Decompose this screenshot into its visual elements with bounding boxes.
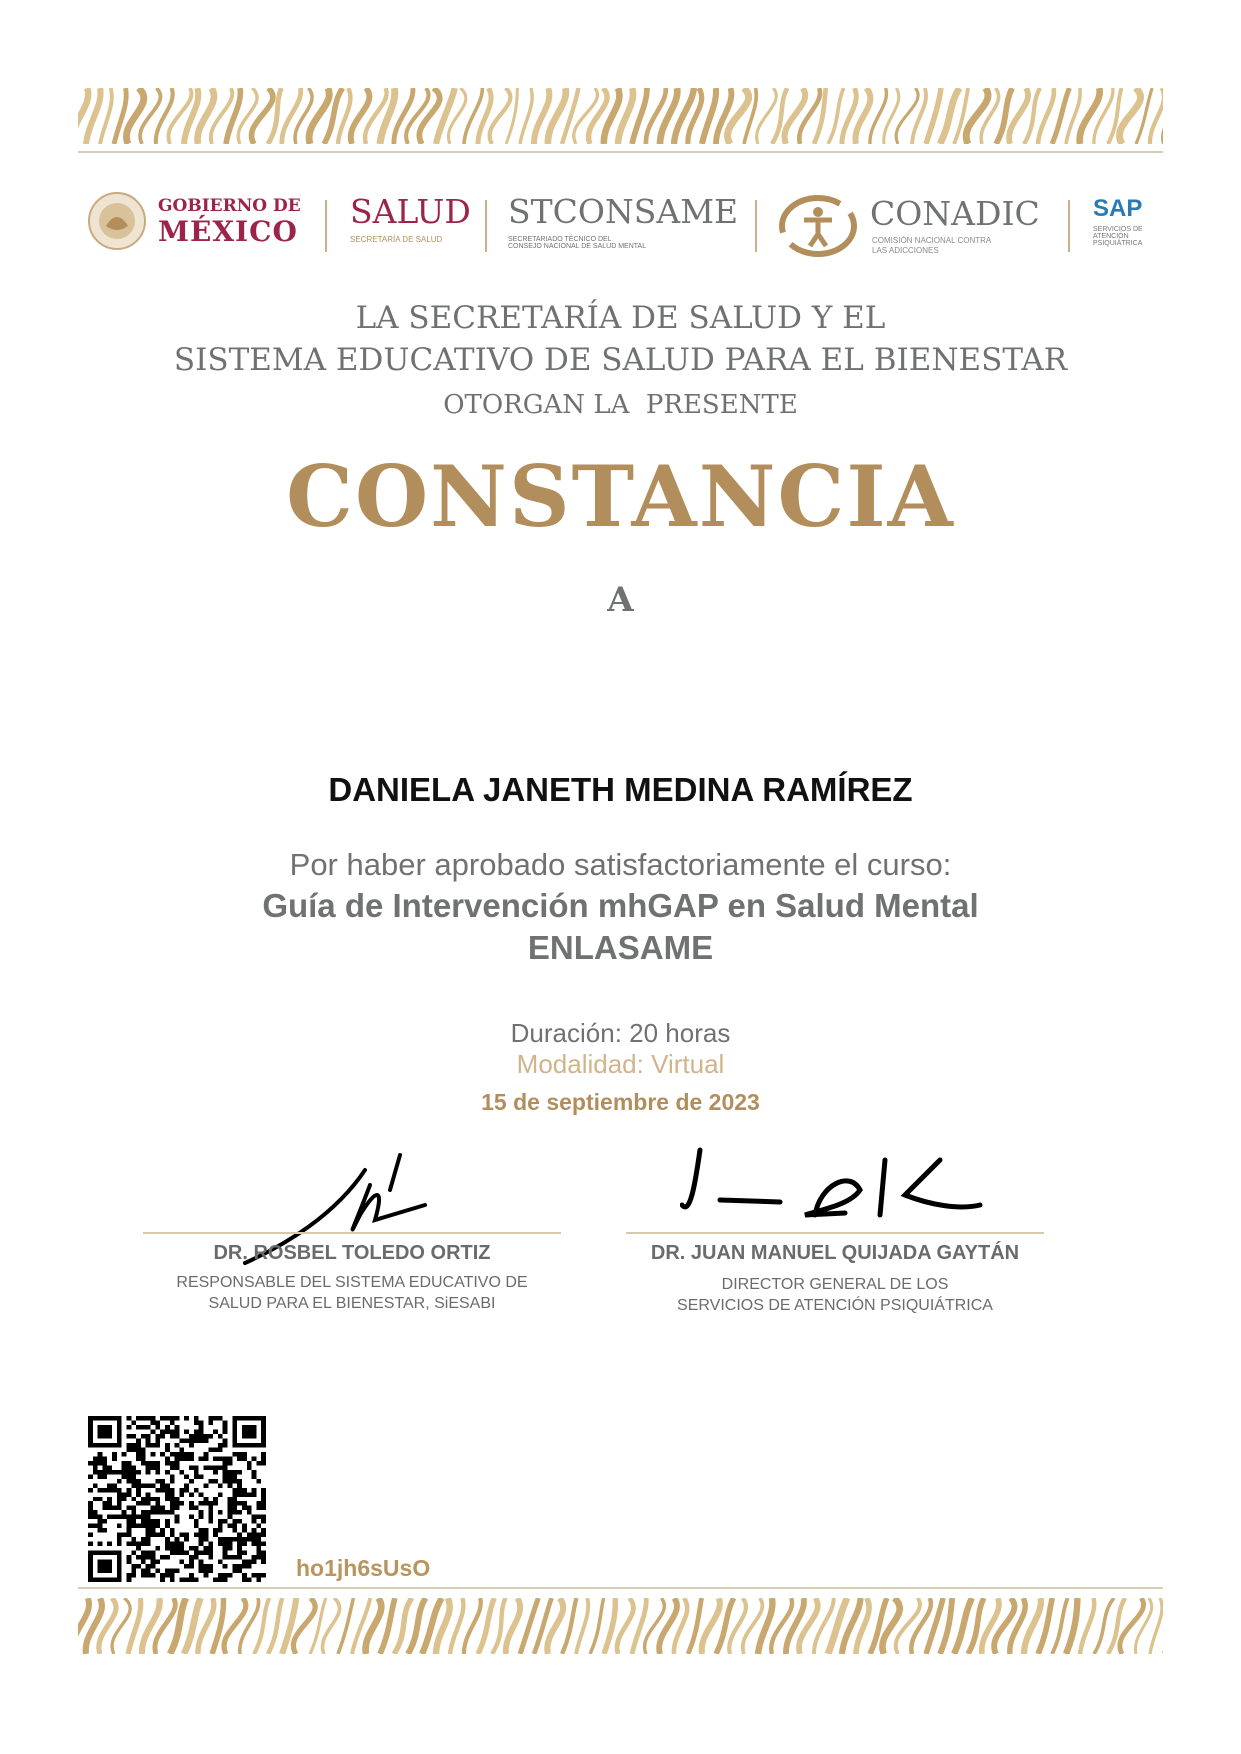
border-pattern-stroke bbox=[1120, 88, 1141, 144]
border-pattern-stroke bbox=[170, 1598, 186, 1654]
header-line1: LA SECRETARÍA DE SALUD Y EL bbox=[355, 300, 886, 336]
border-pattern-stroke bbox=[240, 1598, 259, 1654]
border-pattern-stroke bbox=[576, 1598, 588, 1654]
header-line3: OTORGAN LA PRESENTE bbox=[443, 390, 798, 420]
logo-divider bbox=[755, 200, 757, 252]
header-line2: SISTEMA EDUCATIVO DE SALUD PARA EL BIENESTAR bbox=[173, 342, 1068, 378]
sap-title: SAP bbox=[1093, 195, 1143, 222]
border-pattern-stroke bbox=[224, 1598, 246, 1654]
border-pattern-stroke bbox=[1038, 88, 1054, 144]
course-name-line2: ENLASAME bbox=[527, 929, 714, 966]
signatory-2-role-line1: DIRECTOR GENERAL DE LOS bbox=[721, 1276, 949, 1293]
logo-gobierno-de-mexico bbox=[86, 188, 306, 254]
border-pattern-stroke bbox=[966, 88, 988, 144]
logo-stconsame bbox=[508, 194, 738, 250]
logo-divider bbox=[485, 200, 487, 252]
certificate-title: CONSTANCIA bbox=[286, 447, 955, 546]
signatory-2-name: DR. JUAN MANUEL QUIJADA GAYTÁN bbox=[650, 1242, 1020, 1264]
course-duration: Duración: 20 horas bbox=[510, 1018, 731, 1048]
border-pattern-stroke bbox=[1066, 1598, 1077, 1654]
signatory-1-role-line2: SALUD PARA EL BIENESTAR, SiESABI bbox=[208, 1295, 496, 1312]
qr-code[interactable] bbox=[88, 1416, 266, 1582]
sap-subtitle: SERVICIOS DE bbox=[1093, 226, 1143, 233]
stconsame-subtitle: SECRETARIADO TÉCNICO DEL bbox=[508, 236, 612, 243]
decorative-border-bottom bbox=[78, 1598, 1163, 1654]
sap-subtitle: PSIQUIÁTRICA bbox=[1093, 240, 1143, 247]
border-pattern-stroke bbox=[784, 88, 805, 144]
sap-subtitle: ATENCIÓN bbox=[1093, 233, 1129, 240]
signatory-1-role bbox=[143, 1272, 561, 1314]
conadic-title: CONADIC bbox=[870, 194, 1040, 233]
signatory-2-role bbox=[600, 1274, 1070, 1316]
border-pattern-stroke bbox=[757, 88, 777, 144]
border-pattern-stroke bbox=[604, 1598, 615, 1654]
divider-top bbox=[78, 151, 1163, 153]
stconsame-title: STCONSAME bbox=[508, 192, 739, 231]
border-pattern-stroke bbox=[464, 1598, 481, 1654]
border-pattern-stroke bbox=[1052, 1598, 1068, 1654]
divider-bottom bbox=[78, 1587, 1163, 1589]
conadic-emblem-icon bbox=[778, 192, 858, 260]
logo-sap bbox=[1093, 196, 1143, 247]
signatory-1-name: DR. ROSBEL TOLEDO ORTIZ bbox=[213, 1242, 491, 1264]
logo-salud bbox=[350, 194, 471, 244]
border-pattern-stroke bbox=[282, 88, 301, 144]
conadic-subtitle: COMISIÓN NACIONAL CONTRA bbox=[872, 236, 992, 245]
signatory-2-role-line2: SERVICIOS DE ATENCIÓN PSIQUIÁTRICA bbox=[677, 1297, 993, 1314]
border-pattern-stroke bbox=[590, 1598, 604, 1654]
course-name-line1: Guía de Intervención mhGAP en Salud Mental bbox=[262, 887, 979, 924]
border-pattern-stroke bbox=[1080, 88, 1100, 144]
signatory-1-role-line1: RESPONSABLE DEL SISTEMA EDUCATIVO DE bbox=[176, 1274, 528, 1291]
logo-divider bbox=[1068, 200, 1070, 252]
logo-conadic bbox=[778, 192, 1048, 262]
verification-code: ho1jh6sUsO bbox=[296, 1555, 431, 1581]
salud-title: SALUD bbox=[350, 192, 471, 231]
stconsame-subtitle: CONSEJO NACIONAL DE SALUD MENTAL bbox=[508, 243, 647, 250]
course-intro: Por haber aprobado satisfactoriamente el curso: bbox=[289, 847, 952, 882]
gobierno-line1: GOBIERNO DE bbox=[158, 196, 301, 216]
border-pattern-stroke bbox=[926, 88, 941, 144]
border-pattern-stroke bbox=[520, 88, 532, 144]
border-pattern-stroke bbox=[323, 1598, 340, 1654]
logo-divider bbox=[325, 200, 327, 252]
conadic-subtitle: LAS ADICCIONES bbox=[872, 246, 939, 255]
course-date: 15 de septiembre de 2023 bbox=[481, 1089, 760, 1115]
salud-subtitle: SECRETARÍA DE SALUD bbox=[350, 235, 443, 244]
signature-line-2 bbox=[626, 1232, 1044, 1234]
border-pattern-stroke bbox=[1080, 1598, 1094, 1654]
border-pattern-stroke bbox=[506, 1598, 520, 1654]
course-modality: Modalidad: Virtual bbox=[516, 1049, 725, 1079]
coat-of-arms-icon bbox=[86, 188, 148, 254]
signature-2 bbox=[680, 1145, 1000, 1225]
decorative-border-top bbox=[78, 88, 1163, 144]
signature-line-1 bbox=[143, 1232, 561, 1234]
recipient-name: DANIELA JANETH MEDINA RAMÍREZ bbox=[328, 771, 913, 808]
gobierno-line2: MÉXICO bbox=[158, 215, 298, 248]
border-pattern-stroke bbox=[617, 1598, 633, 1654]
to-label: A bbox=[607, 580, 634, 620]
border-pattern-stroke bbox=[268, 1598, 282, 1654]
